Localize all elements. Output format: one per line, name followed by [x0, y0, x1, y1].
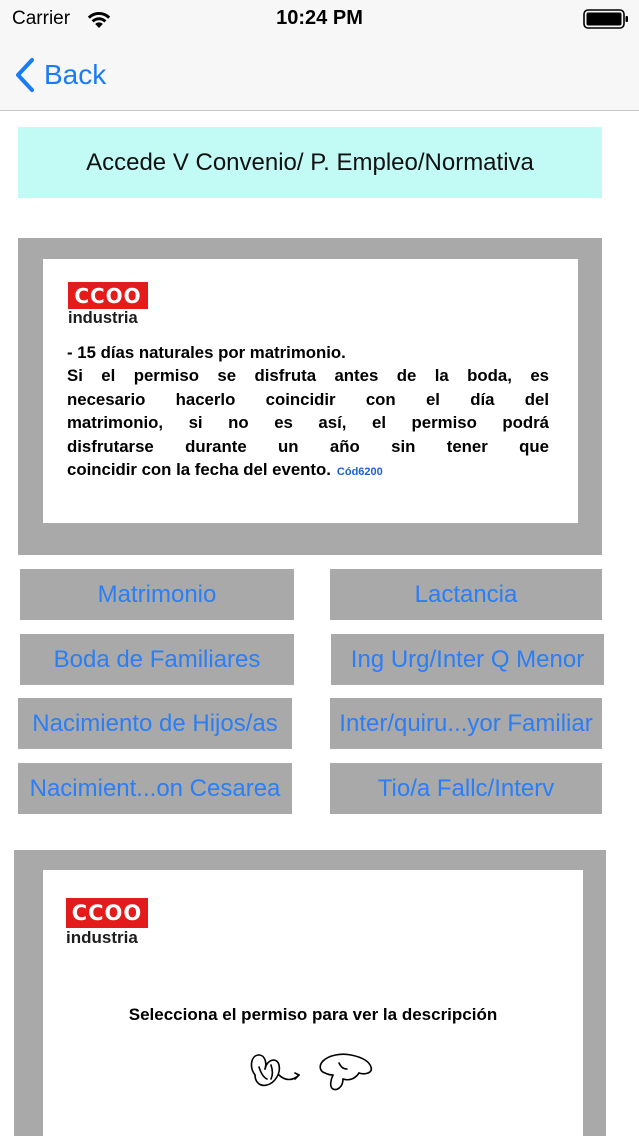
- nacimiento-hijos-button[interactable]: [18, 698, 292, 749]
- battery-icon: [583, 9, 629, 29]
- button-label: Ing Urg/Inter Q Menor: [350, 645, 585, 673]
- navigation-bar: [0, 38, 639, 111]
- lactancia-button[interactable]: [330, 569, 602, 620]
- ccoo-logo-subtitle: industria: [66, 928, 138, 947]
- status-time: 10:24 PM: [276, 7, 363, 29]
- description-last-line: [67, 458, 549, 484]
- description-line: necesario hacerlo coincidir con el día del: [67, 389, 549, 409]
- ccoo-logo-subtitle: industria: [68, 309, 138, 327]
- description-code: Cód6200: [336, 466, 383, 479]
- button-label: Matrimonio: [97, 580, 217, 608]
- ccoo-logo-mark: CCOO: [66, 898, 148, 928]
- description-line: - 15 días naturales por matrimonio.: [67, 343, 346, 362]
- description-line: disfrutarse durante un año sin tener que: [67, 436, 549, 456]
- button-label: Nacimient...on Cesarea: [29, 774, 281, 802]
- header-title: Accede V Convenio/ P. Empleo/Normativa: [86, 148, 534, 176]
- carrier-label: Carrier: [12, 8, 71, 29]
- description-line: Si el permiso se disfruta antes de la boda, es: [67, 366, 549, 386]
- ccoo-logo-mark: CCOO: [68, 282, 148, 309]
- ing-urg-inter-button[interactable]: [331, 634, 604, 685]
- boda-familiares-button[interactable]: [20, 634, 294, 685]
- nacimiento-cesarea-button[interactable]: [18, 763, 292, 814]
- pointing-hands-icon: [245, 1045, 380, 1095]
- header-banner[interactable]: [18, 127, 602, 198]
- description-line: matrimonio, si no es así, el permiso podrá: [67, 413, 549, 433]
- back-button[interactable]: [14, 55, 106, 95]
- status-bar: [0, 0, 639, 38]
- tio-fallc-interv-button[interactable]: [330, 763, 602, 814]
- select-prompt: Selecciona el permiso para ver la descripción: [128, 1005, 498, 1024]
- button-label: Inter/quiru...yor Familiar: [339, 709, 593, 737]
- matrimonio-button[interactable]: [20, 569, 294, 620]
- button-label: Lactancia: [414, 580, 518, 608]
- description-line: coincidir con la fecha del evento.: [67, 460, 331, 480]
- back-label: Back: [44, 59, 107, 90]
- ccoo-logo: [68, 282, 152, 328]
- button-label: Tio/a Fallc/Interv: [377, 774, 555, 802]
- inter-quirurgica-familiar-button[interactable]: [330, 698, 602, 749]
- button-label: Boda de Familiares: [53, 645, 261, 673]
- chevron-left-icon: [14, 57, 36, 93]
- description-text: [67, 341, 549, 484]
- ccoo-logo: [66, 898, 152, 948]
- button-label: Nacimiento de Hijos/as: [32, 709, 278, 737]
